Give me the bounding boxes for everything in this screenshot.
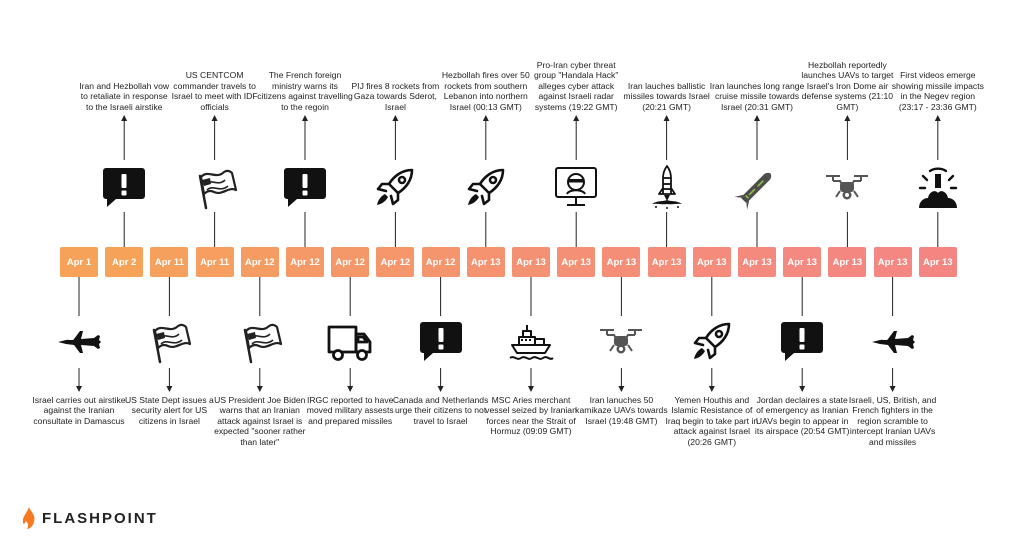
event-description: PIJ fires 8 rockets from Gaza towards Sderot, Israel — [351, 80, 440, 112]
date-marker: Apr 1 — [60, 247, 98, 277]
flame-icon — [22, 507, 36, 529]
flashpoint-logo — [22, 507, 158, 529]
date-marker: Apr 12 — [286, 247, 324, 277]
date-marker: Apr 13 — [648, 247, 686, 277]
date-marker: Apr 13 — [874, 247, 912, 277]
event-description: US CENTCOM commander travels to Israel to meet with IDF officials — [171, 70, 258, 112]
truck-icon — [327, 318, 373, 364]
date-marker: Apr 13 — [783, 247, 821, 277]
event-description: IRGC reported to have moved military assests and prepared missiles — [306, 395, 394, 426]
date-marker: Apr 13 — [512, 247, 550, 277]
drone-icon — [598, 318, 644, 364]
date-marker: Apr 11 — [196, 247, 234, 277]
event-description: Hezbollah fires over 50 rockets from southern Lebanon into northern Israel (00:13 GMT) — [441, 70, 530, 112]
event-description: US President Joe Biden warns that an Iranian attack against Israel is expected "sooner rather than later" — [214, 395, 306, 447]
date-marker: Apr 11 — [150, 247, 188, 277]
alert-message-icon — [282, 164, 328, 210]
date-marker: Apr 13 — [557, 247, 595, 277]
date-marker: Apr 2 — [105, 247, 143, 277]
event-description: Hezbollah reportedly launches UAVs to target Israel's Iron Dome air defense systems (21:10 GMT) — [801, 59, 894, 112]
drone-icon — [824, 164, 870, 210]
event-description: Iran and Hezbollah vow to retaliate in response to the Israeli airstike — [79, 80, 170, 112]
missile-launch-icon — [644, 164, 690, 210]
date-marker: Apr 12 — [241, 247, 279, 277]
flag-icon — [237, 318, 283, 364]
hacker-monitor-icon — [553, 164, 599, 210]
date-marker: Apr 13 — [738, 247, 776, 277]
date-marker: Apr 13 — [467, 247, 505, 277]
alert-message-icon — [101, 164, 147, 210]
brand-name: FLASHPOINT — [42, 509, 158, 527]
event-description: Israeli, US, British, and French fighters in the region scramble to intercept Iranian UAVs and missiles — [848, 395, 937, 447]
date-marker: Apr 13 — [693, 247, 731, 277]
event-description: US State Dept issues a security alert for US citizens in Israel — [124, 395, 214, 426]
event-description: MSC Aries merchant vessel seized by Iranian forces near the Strait of Hormuz (09:09 GMT) — [485, 395, 577, 437]
cruise-missile-icon — [734, 164, 780, 210]
date-marker: Apr 13 — [919, 247, 957, 277]
event-description: Yemen Houthis and Islamic Resistance of Iraq begin to take part in attack against Israel (20:26 GMT) — [665, 395, 759, 447]
flag-icon — [192, 164, 238, 210]
fighter-jet-icon — [56, 318, 102, 364]
date-marker: Apr 12 — [422, 247, 460, 277]
event-description: Jordan declaires a state of emergency as Iranian UAVs begin to appear in its airspace (20:54 GMT) — [754, 395, 850, 437]
event-description: Iran lauches ballistic missiles towards Israel (20:21 GMT) — [623, 80, 710, 112]
alert-message-icon — [779, 318, 825, 364]
event-description: Iran lanuches 50 kamikaze UAVs towards Israel (19:48 GMT) — [575, 395, 668, 426]
event-description: The French foreign ministry warns its citizens against travelling to the regoin — [257, 70, 353, 112]
event-description: Iran launches long range cruise missile towards Israel (20:31 GMT) — [709, 80, 805, 112]
date-marker: Apr 13 — [602, 247, 640, 277]
event-description: First videos emerge showing missile impacts in the Negev region (23:17 - 23:36 GMT) — [891, 70, 984, 112]
event-description: Pro-Iran cyber threat group "Handala Hack" alleges cyber attack against Israeli radar systems (19:22 GMT) — [533, 59, 619, 112]
alert-message-icon — [418, 318, 464, 364]
event-description: Canada and Netherlands urge their citizens to not travel to Israel — [392, 395, 489, 426]
rocket-icon — [689, 318, 735, 364]
ship-icon — [508, 318, 554, 364]
date-marker: Apr 12 — [331, 247, 369, 277]
date-marker: Apr 12 — [376, 247, 414, 277]
fighter-jet-icon — [870, 318, 916, 364]
rocket-icon — [372, 164, 418, 210]
explosion-icon — [915, 164, 961, 210]
event-description: Israel carries out airstike against the Iranian consultate in Damascus — [32, 395, 126, 426]
flag-icon — [146, 318, 192, 364]
date-marker: Apr 13 — [828, 247, 866, 277]
rocket-icon — [463, 164, 509, 210]
